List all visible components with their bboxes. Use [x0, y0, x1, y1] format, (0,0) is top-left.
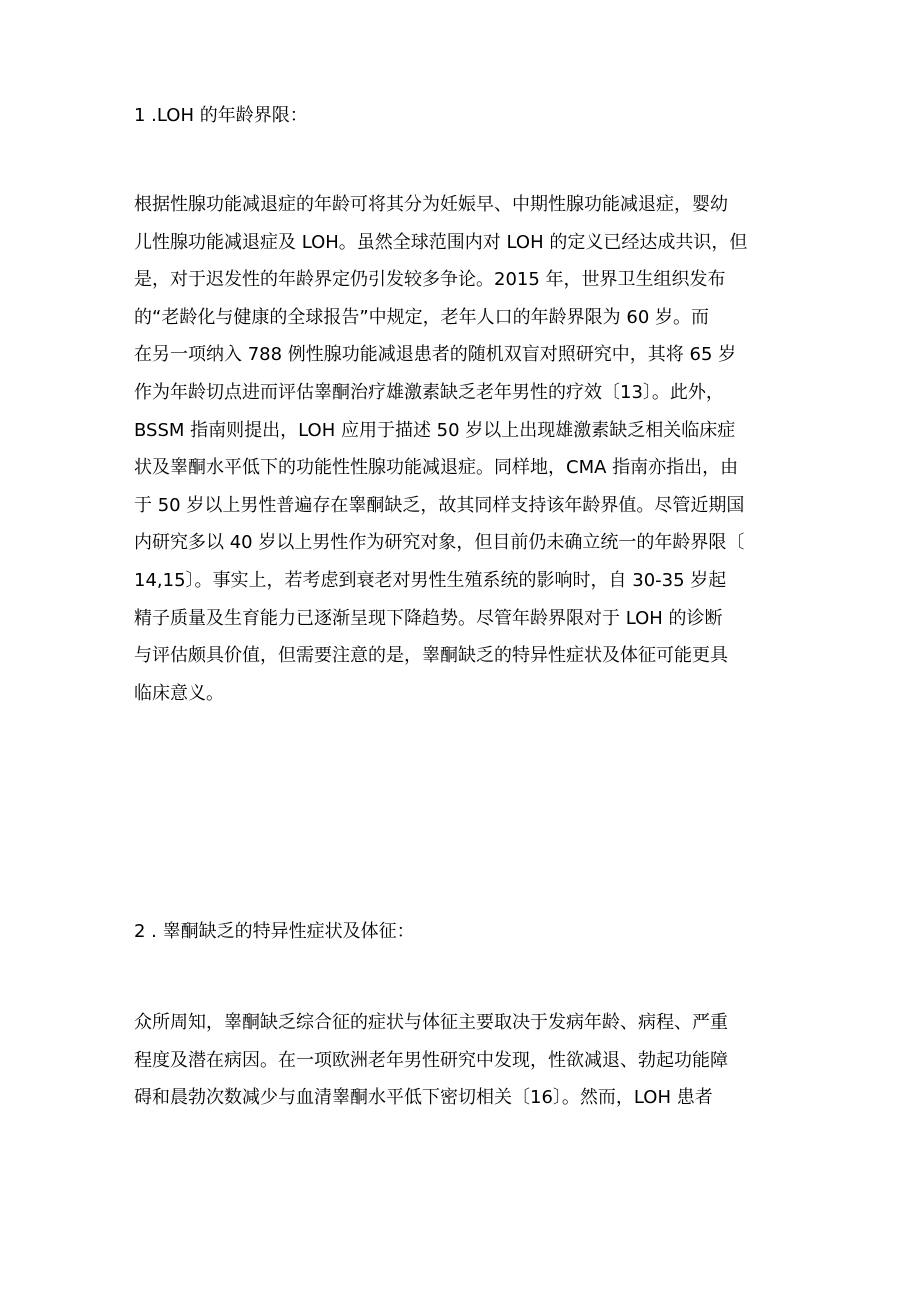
text-line: 是，对于迟发性的年龄界定仍引发较多争论。2015 年，世界卫生组织发布: [134, 269, 726, 291]
text-line: 于 50 岁以上男性普遍存在睾酮缺乏，故其同样支持该年龄界值。尽管近期国: [134, 494, 745, 516]
text-line: 14,15〕。事实上，若考虑到衰老对男性生殖系统的影响时，自 30-35 岁起: [134, 569, 727, 591]
text-line: 精子质量及生育能力已逐渐呈现下降趋势。尽管年龄界限对于 LOH 的诊断: [134, 607, 723, 629]
text-line: 儿性腺功能减退症及 LOH。虽然全球范围内对 LOH 的定义已经达成共识，但: [134, 231, 748, 253]
text-line: 根据性腺功能减退症的年龄可将其分为妊娠早、中期性腺功能减退症，婴幼: [134, 194, 728, 215]
text-line: 状及睾酮水平低下的功能性性腺功能减退症。同样地，CMA 指南亦指出，由: [134, 457, 739, 479]
paragraph-symptoms-signs: [134, 1004, 794, 1117]
section-heading-loh-age-limit: 1 .LOH 的年龄界限：: [134, 105, 308, 126]
text-line: 的“老龄化与健康的全球报告”中规定，老年人口的年龄界限为 60 岁。而: [134, 306, 709, 328]
text-line: 作为年龄切点进而评估睾酮治疗雄激素缺乏老年男性的疗效〔13〕。此外，: [134, 381, 724, 403]
text-line: 碍和晨勃次数减少与血清睾酮水平低下密切相关〔16〕。然而，LOH 患者: [134, 1087, 713, 1109]
text-line: BSSM 指南则提出，LOH 应用于描述 50 岁以上出现雄激素缺乏相关临床症: [134, 419, 736, 441]
section-heading-symptoms-signs: 2 . 睾酮缺乏的特异性症状及体征：: [134, 921, 415, 942]
text-line: 与评估颇具价值，但需要注意的是，睾酮缺乏的特异性症状及体征可能更具: [134, 645, 728, 667]
text-line: 众所周知，睾酮缺乏综合征的症状与体征主要取决于发病年龄、病程、严重: [134, 1012, 728, 1033]
text-line: 程度及潜在病因。在一项欧洲老年男性研究中发现，性欲减退、勃起功能障: [134, 1049, 728, 1071]
paragraph-loh-age-limit: [134, 186, 794, 712]
text-line: 临床意义。: [134, 682, 224, 704]
text-line: 在另一项纳入 788 例性腺功能减退患者的随机双盲对照研究中，其将 65 岁: [134, 344, 737, 366]
text-line: 内研究多以 40 岁以上男性作为研究对象，但目前仍未确立统一的年龄界限〔: [134, 532, 745, 554]
